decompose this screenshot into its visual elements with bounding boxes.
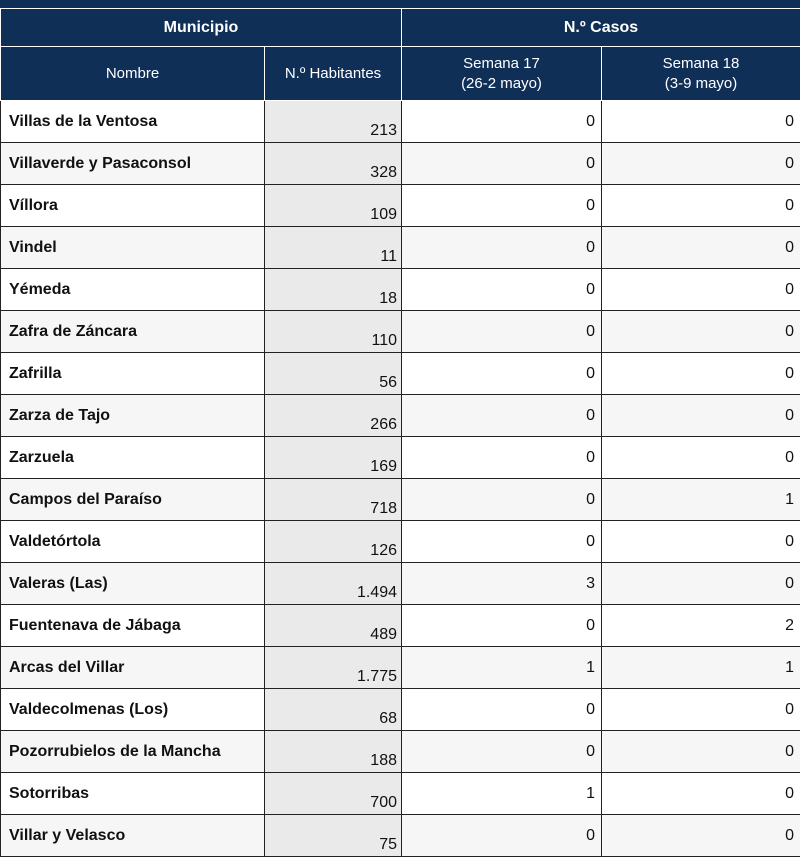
semana-18-value: 0 (602, 437, 800, 479)
semana-17-value: 0 (402, 353, 602, 395)
municipio-name: Zafra de Záncara (1, 311, 265, 353)
municipio-name: Valdetórtola (1, 521, 265, 563)
table-row (1, 269, 800, 311)
semana-17-value: 0 (402, 143, 602, 185)
table-row (1, 521, 800, 563)
semana-18-value: 0 (602, 521, 800, 563)
table-row (1, 647, 800, 689)
semana-18-value: 1 (602, 479, 800, 521)
header-semana-18-line2: (3-9 mayo) (665, 75, 738, 92)
semana-17-value: 0 (402, 815, 602, 857)
header-semana-18 (602, 47, 800, 101)
semana-17-value: 0 (402, 731, 602, 773)
habitantes-value: 110 (265, 311, 402, 353)
semana-17-value: 1 (402, 647, 602, 689)
municipio-name: Zarza de Tajo (1, 395, 265, 437)
semana-18-value: 2 (602, 605, 800, 647)
semana-18-value: 0 (602, 143, 800, 185)
semana-17-value: 0 (402, 227, 602, 269)
habitantes-value: 188 (265, 731, 402, 773)
semana-18-value: 0 (602, 563, 800, 605)
table-row (1, 395, 800, 437)
header-semana-17 (402, 47, 602, 101)
semana-18-value: 1 (602, 647, 800, 689)
table-row (1, 143, 800, 185)
header-column-row (1, 47, 800, 101)
semana-18-value: 0 (602, 227, 800, 269)
habitantes-value: 18 (265, 269, 402, 311)
municipio-name: Sotorribas (1, 773, 265, 815)
header-habitantes: N.º Habitantes (265, 47, 402, 101)
semana-17-value: 0 (402, 479, 602, 521)
municipio-name: Zafrilla (1, 353, 265, 395)
table-row (1, 563, 800, 605)
habitantes-value: 75 (265, 815, 402, 857)
semana-18-value: 0 (602, 353, 800, 395)
municipio-name: Villas de la Ventosa (1, 101, 265, 143)
table-row (1, 815, 800, 857)
habitantes-value: 11 (265, 227, 402, 269)
habitantes-value: 718 (265, 479, 402, 521)
semana-18-value: 0 (602, 815, 800, 857)
table-row (1, 227, 800, 269)
header-group-row (1, 9, 800, 47)
semana-17-value: 0 (402, 311, 602, 353)
semana-17-value: 0 (402, 185, 602, 227)
table-row (1, 605, 800, 647)
habitantes-value: 1.494 (265, 563, 402, 605)
semana-17-value: 0 (402, 689, 602, 731)
table-row (1, 353, 800, 395)
cases-table (0, 8, 800, 857)
table-row (1, 479, 800, 521)
habitantes-value: 266 (265, 395, 402, 437)
municipio-name: Arcas del Villar (1, 647, 265, 689)
habitantes-value: 489 (265, 605, 402, 647)
header-top-strip (0, 0, 800, 8)
habitantes-value: 328 (265, 143, 402, 185)
municipio-name: Valdecolmenas (Los) (1, 689, 265, 731)
semana-18-value: 0 (602, 395, 800, 437)
semana-17-value: 0 (402, 521, 602, 563)
semana-18-value: 0 (602, 311, 800, 353)
semana-18-value: 0 (602, 773, 800, 815)
header-casos: N.º Casos (402, 9, 800, 47)
municipio-name: Vindel (1, 227, 265, 269)
table-row (1, 437, 800, 479)
table-row (1, 311, 800, 353)
header-semana-18-line1: Semana 18 (663, 55, 740, 72)
semana-18-value: 0 (602, 101, 800, 143)
table-row (1, 185, 800, 227)
habitantes-value: 213 (265, 101, 402, 143)
table-row (1, 773, 800, 815)
municipio-name: Villaverde y Pasaconsol (1, 143, 265, 185)
habitantes-value: 1.775 (265, 647, 402, 689)
semana-17-value: 0 (402, 437, 602, 479)
habitantes-value: 68 (265, 689, 402, 731)
habitantes-value: 56 (265, 353, 402, 395)
semana-18-value: 0 (602, 269, 800, 311)
municipio-name: Fuentenava de Jábaga (1, 605, 265, 647)
table-row (1, 731, 800, 773)
semana-17-value: 0 (402, 395, 602, 437)
municipio-name: Pozorrubielos de la Mancha (1, 731, 265, 773)
header-municipio: Municipio (1, 9, 402, 47)
habitantes-value: 126 (265, 521, 402, 563)
municipio-name: Yémeda (1, 269, 265, 311)
table-body (1, 101, 800, 857)
municipio-name: Valeras (Las) (1, 563, 265, 605)
table-row (1, 689, 800, 731)
semana-17-value: 0 (402, 605, 602, 647)
habitantes-value: 700 (265, 773, 402, 815)
municipio-name: Víllora (1, 185, 265, 227)
semana-17-value: 0 (402, 101, 602, 143)
semana-18-value: 0 (602, 689, 800, 731)
header-semana-17-line1: Semana 17 (463, 55, 540, 72)
semana-17-value: 1 (402, 773, 602, 815)
semana-17-value: 3 (402, 563, 602, 605)
semana-18-value: 0 (602, 731, 800, 773)
municipio-name: Villar y Velasco (1, 815, 265, 857)
table-row (1, 101, 800, 143)
header-semana-17-line2: (26-2 mayo) (461, 75, 542, 92)
header-nombre: Nombre (1, 47, 265, 101)
municipio-name: Zarzuela (1, 437, 265, 479)
municipio-name: Campos del Paraíso (1, 479, 265, 521)
habitantes-value: 169 (265, 437, 402, 479)
semana-17-value: 0 (402, 269, 602, 311)
semana-18-value: 0 (602, 185, 800, 227)
habitantes-value: 109 (265, 185, 402, 227)
